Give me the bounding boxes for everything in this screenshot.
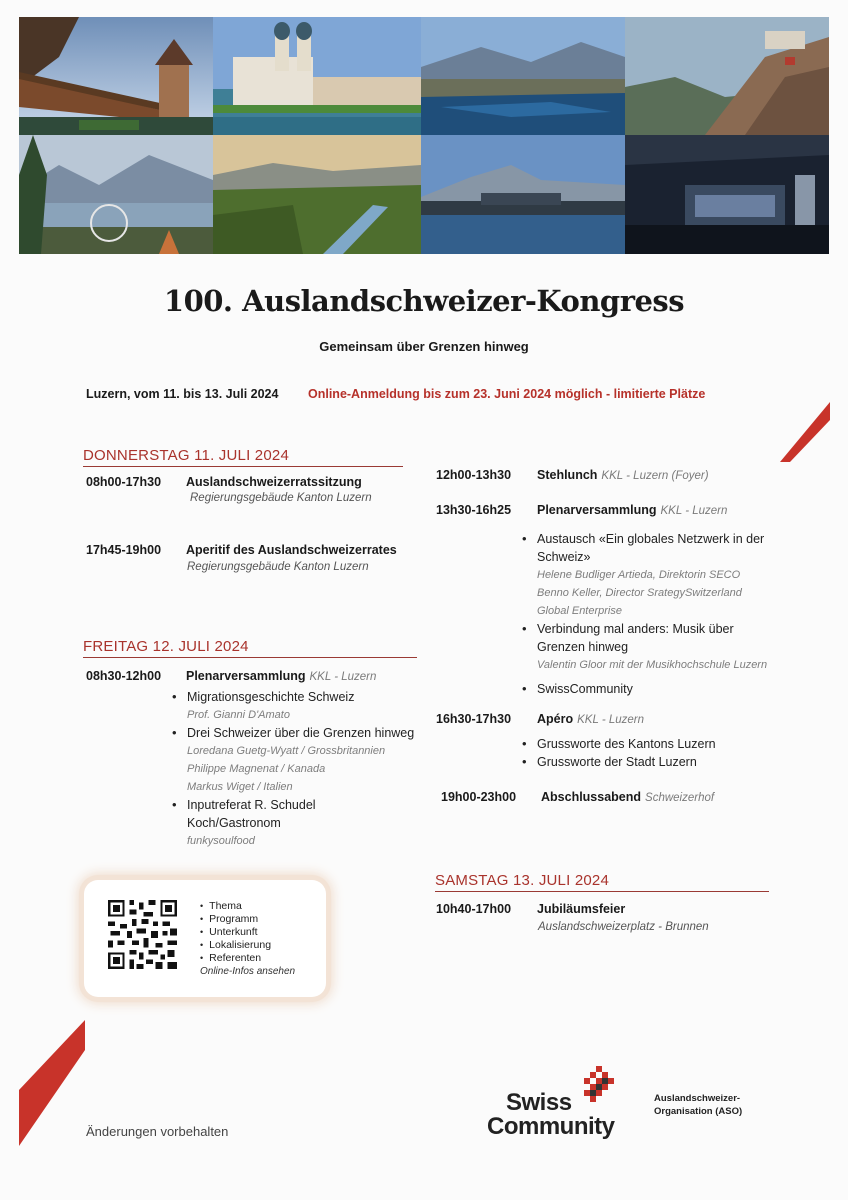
event-title bbox=[537, 503, 727, 517]
friday-afternoon-list bbox=[520, 530, 800, 698]
list-item: • Programm bbox=[200, 913, 271, 926]
event-title-text: Apéro bbox=[537, 712, 574, 726]
day-heading-saturday: SAMSTAG 13. JULI 2024 bbox=[435, 872, 769, 892]
event-location: Regierungsgebäude Kanton Luzern bbox=[190, 492, 372, 504]
list-item: • Drei Schweizer über die Grenzen hinweg Loredana Guetg-Wyatt / Grossbritannien Philippe Magnenat / Kanada Markus Wiget / Italien bbox=[170, 724, 420, 796]
qr-info-card[interactable] bbox=[84, 880, 326, 997]
event-title-text: Plenarversammlung bbox=[537, 503, 657, 517]
event-title-text: Plenarversammlung bbox=[186, 669, 306, 683]
event-title bbox=[541, 790, 714, 804]
photo-ferris-wheel bbox=[19, 135, 213, 254]
event-time: 19h00-23h00 bbox=[441, 790, 517, 804]
event-title-text: Stehlunch bbox=[537, 468, 598, 482]
list-item: • SwissCommunity bbox=[520, 680, 800, 698]
org-name-line1: Auslandschweizer- bbox=[654, 1093, 741, 1104]
event-time: 12h00-13h30 bbox=[436, 468, 512, 482]
friday-morning-list bbox=[170, 688, 420, 850]
event-time: 10h40-17h00 bbox=[436, 902, 512, 916]
list-item: • Thema bbox=[200, 900, 271, 913]
page-title: 100. Auslandschweizer-Kongress bbox=[163, 284, 685, 318]
event-location: KKL - Luzern (Foyer) bbox=[601, 470, 709, 482]
day-heading-friday: FREITAG 12. JULI 2024 bbox=[83, 638, 417, 658]
event-location: KKL - Luzern bbox=[577, 714, 645, 726]
event-title-text: Abschlussabend bbox=[541, 790, 642, 804]
photo-chapel-bridge bbox=[19, 17, 213, 135]
day-heading-thursday: DONNERSTAG 11. JULI 2024 bbox=[83, 447, 403, 467]
list-item: • Verbindung mal anders: Musik über Grenzen hinweg Valentin Gloor mit der Musikhochschule Luzern bbox=[520, 620, 760, 674]
event-location: Auslandschweizerplatz - Brunnen bbox=[538, 921, 709, 933]
event-location: Schweizerhof bbox=[645, 792, 715, 804]
list-item: • Migrationsgeschichte Schweiz Prof. Gianni D'Amato bbox=[170, 688, 420, 724]
disclaimer-note: Änderungen vorbehalten bbox=[86, 1124, 229, 1139]
photo-collage bbox=[19, 17, 829, 254]
logo-text-swiss: Swiss bbox=[506, 1089, 572, 1116]
list-item: • Grussworte des Kantons Luzern bbox=[520, 735, 780, 753]
red-stripe-decoration bbox=[19, 1020, 85, 1146]
event-title: Auslandschweizerratssitzung bbox=[186, 475, 362, 489]
list-item: • Inputreferat R. Schudel Koch/Gastronom funkysoulfood bbox=[170, 796, 360, 850]
event-title: Aperitif des Auslandschweizerrates bbox=[186, 543, 397, 557]
qr-topics-list bbox=[200, 900, 271, 965]
qr-code-icon[interactable] bbox=[108, 900, 177, 969]
red-corner-decoration bbox=[780, 402, 830, 462]
photo-pilatus-mountain bbox=[625, 17, 829, 135]
swisscommunity-logo-mark-icon bbox=[582, 1066, 616, 1106]
photo-reuss-valley bbox=[213, 135, 421, 254]
event-time: 17h45-19h00 bbox=[86, 543, 162, 557]
event-location: Regierungsgebäude Kanton Luzern bbox=[187, 561, 369, 573]
list-item: • Unterkunft bbox=[200, 926, 271, 939]
list-item: • Lokalisierung bbox=[200, 939, 271, 952]
photo-lake-panorama bbox=[421, 17, 625, 135]
event-time: 08h00-17h30 bbox=[86, 475, 162, 489]
event-time: 16h30-17h30 bbox=[436, 712, 512, 726]
event-title bbox=[537, 712, 644, 726]
apero-list bbox=[520, 735, 780, 771]
event-location: KKL - Luzern bbox=[309, 671, 377, 683]
event-time: 08h30-12h00 bbox=[86, 669, 162, 683]
list-item: • Austausch «Ein globales Netzwerk in der Schweiz» Helene Budliger Artieda, Direktorin SECO Benno Keller, Director SrategySwitzerland Global Enterprise bbox=[520, 530, 800, 620]
event-title bbox=[186, 669, 376, 683]
event-title bbox=[537, 468, 709, 482]
photo-kkl-lake bbox=[421, 135, 625, 254]
list-item: • Grussworte der Stadt Luzern bbox=[520, 753, 780, 771]
org-name-line2: Organisation (ASO) bbox=[654, 1106, 743, 1117]
event-date-line: Luzern, vom 11. bis 13. Juli 2024 bbox=[86, 387, 279, 401]
photo-kkl-night bbox=[625, 135, 829, 254]
event-time: 13h30-16h25 bbox=[436, 503, 512, 517]
event-location: KKL - Luzern bbox=[660, 505, 728, 517]
registration-note: Online-Anmeldung bis zum 23. Juni 2024 möglich - limitierte Plätze bbox=[308, 387, 706, 401]
list-item: • Referenten bbox=[200, 952, 271, 965]
photo-jesuit-church bbox=[213, 17, 421, 135]
event-title: Jubiläumsfeier bbox=[537, 902, 626, 916]
logo-text-community: Community bbox=[487, 1113, 615, 1140]
page-subtitle: Gemeinsam über Grenzen hinweg bbox=[319, 339, 529, 354]
online-info-link[interactable]: Online-Infos ansehen bbox=[200, 966, 296, 977]
